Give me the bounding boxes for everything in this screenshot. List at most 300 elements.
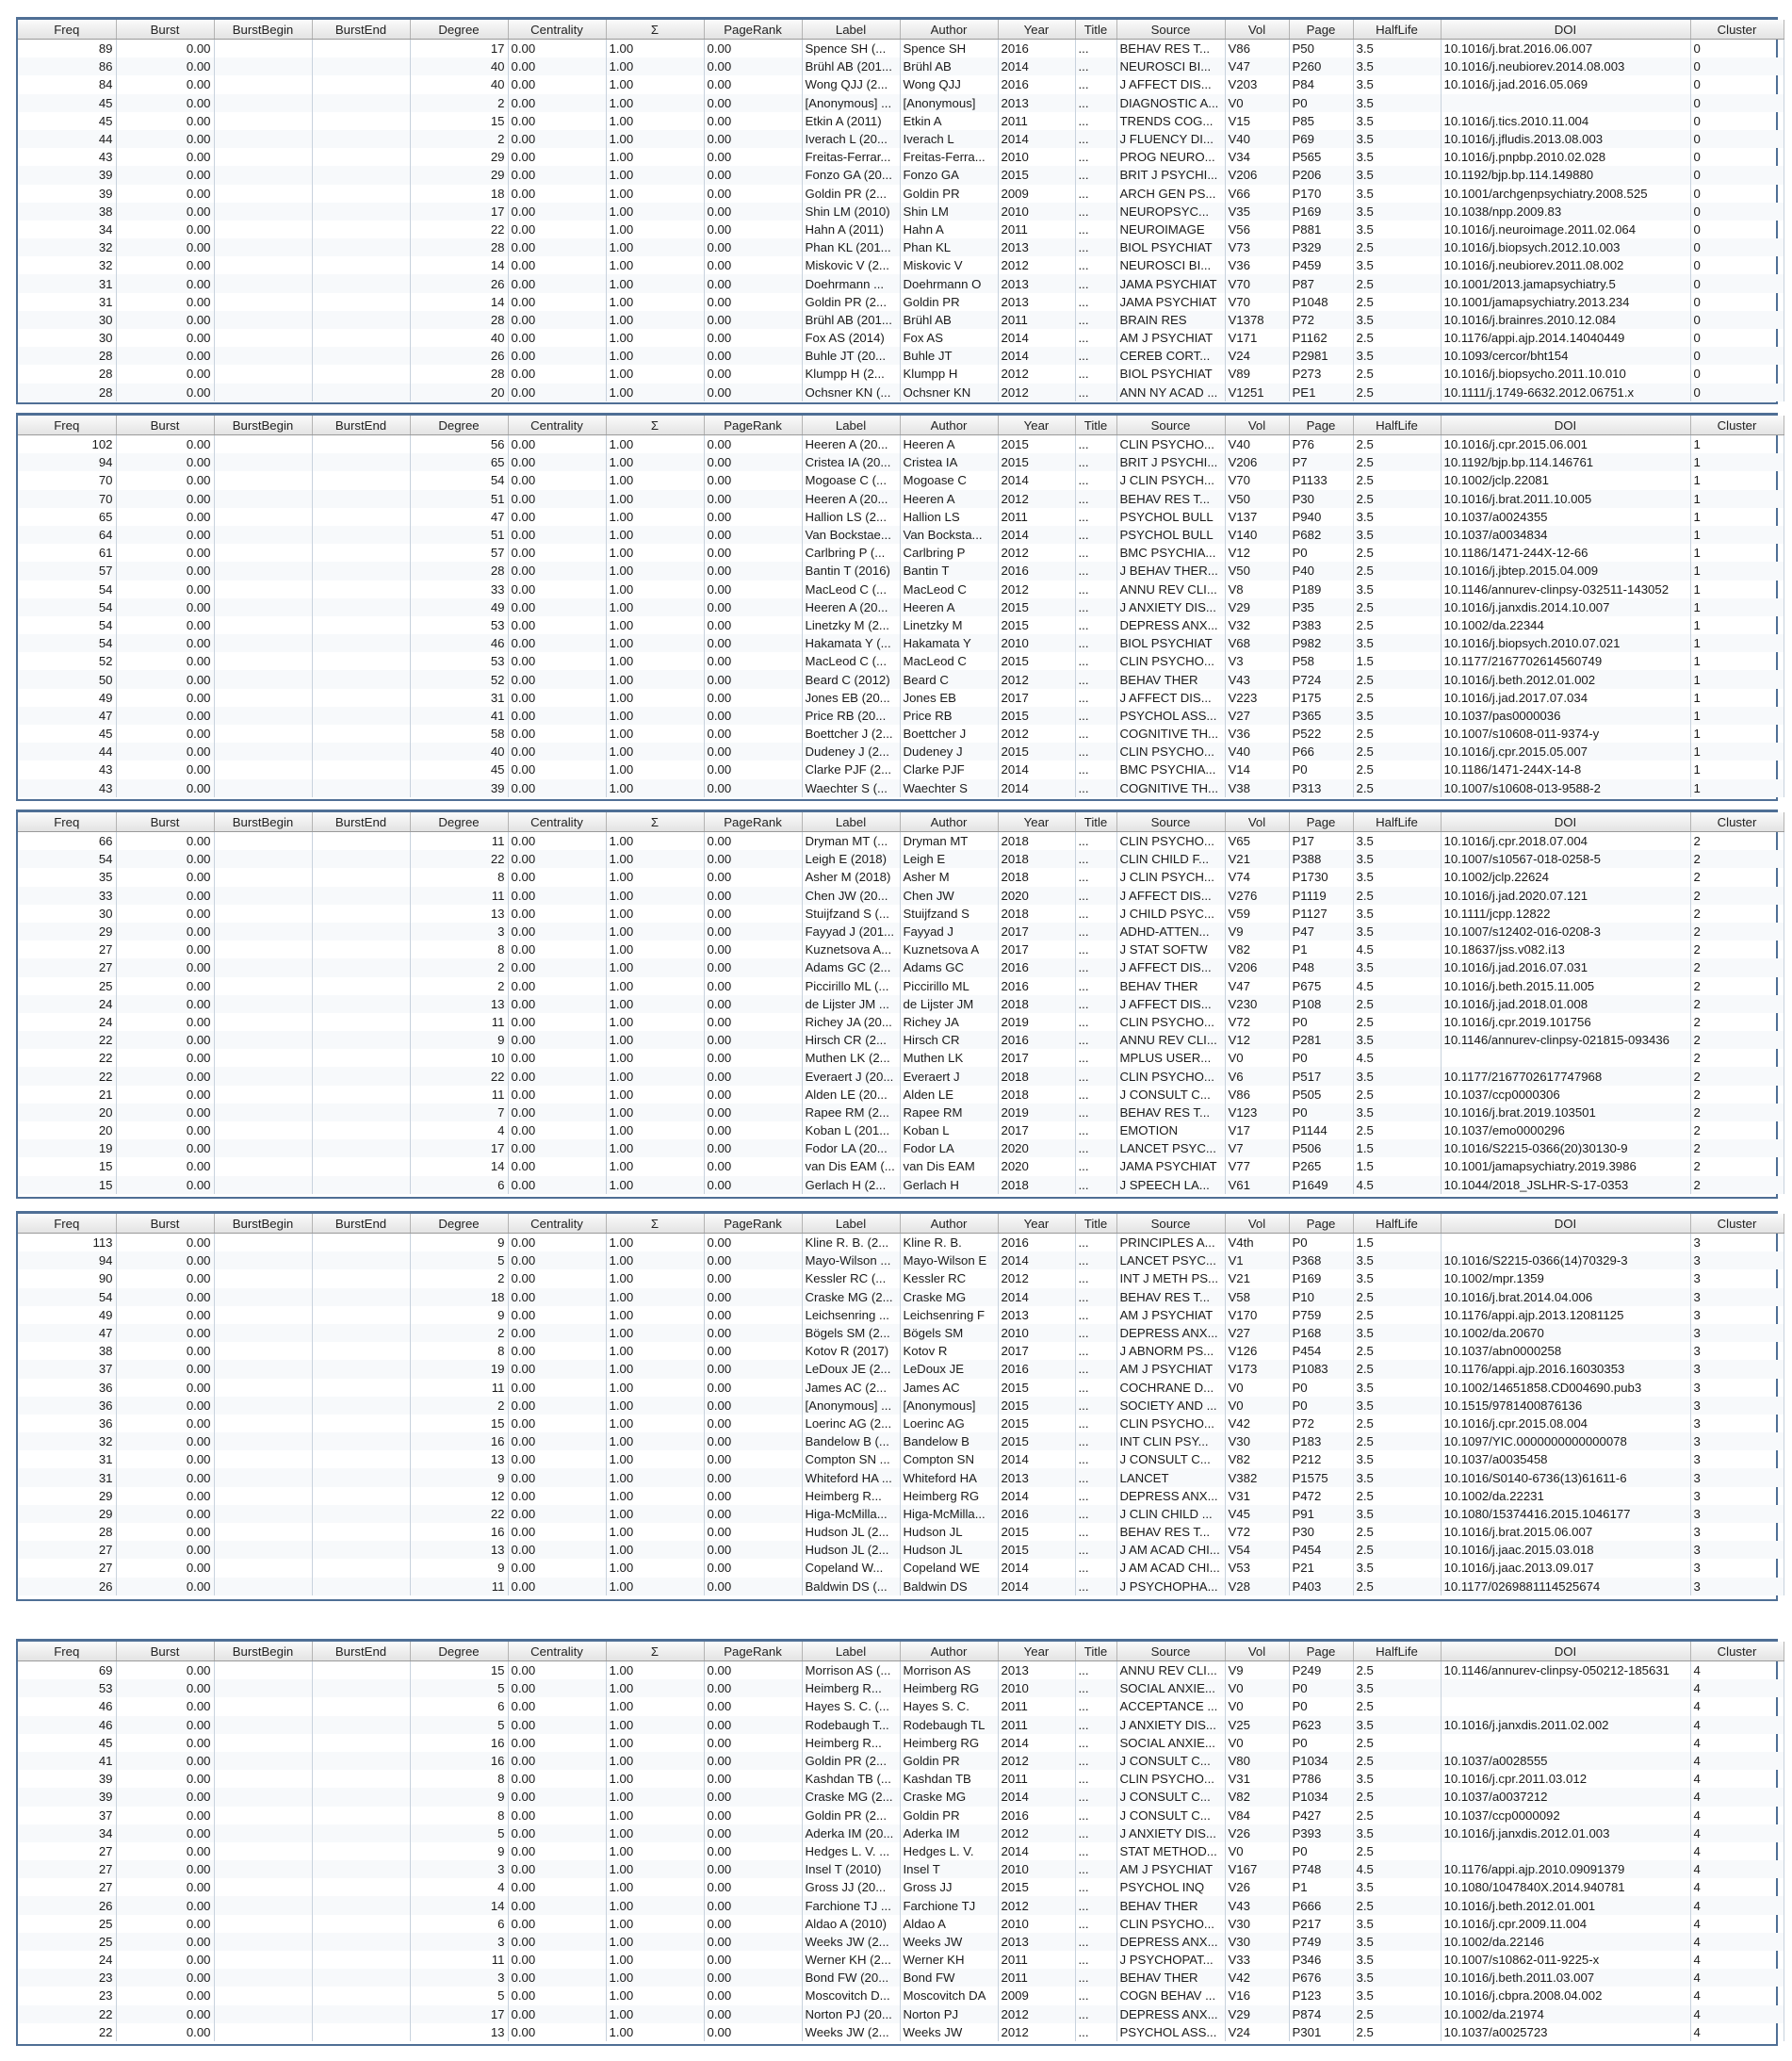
column-header-burst-end[interactable]: BurstEnd — [312, 20, 410, 40]
table-row[interactable] — [18, 1288, 1784, 1306]
table-row[interactable] — [18, 634, 1784, 652]
cell-half-life: 1.5 — [1353, 652, 1441, 670]
cell-burst: 0.00 — [116, 1807, 214, 1824]
table-row[interactable] — [18, 238, 1784, 256]
cell-half-life: 3.5 — [1353, 1987, 1441, 2004]
cell-page: P72 — [1289, 311, 1353, 329]
table-row[interactable] — [18, 130, 1784, 148]
table-row[interactable] — [18, 707, 1784, 725]
cell-year: 2015 — [998, 743, 1075, 761]
table-row[interactable] — [18, 598, 1784, 616]
cell-title: ... — [1075, 94, 1116, 112]
cell-burst-end — [312, 1013, 410, 1031]
table-row[interactable] — [18, 1269, 1784, 1287]
cell-sigma: 1.00 — [606, 1379, 704, 1397]
table-row[interactable] — [18, 850, 1784, 868]
cell-burst-end — [312, 471, 410, 489]
column-header-centrality[interactable]: Centrality — [508, 812, 606, 832]
table-row[interactable] — [18, 1086, 1784, 1104]
table-row[interactable] — [18, 1049, 1784, 1067]
table-row[interactable] — [18, 1878, 1784, 1896]
column-header-burst-begin[interactable]: BurstBegin — [214, 416, 312, 435]
column-header-doi[interactable]: DOI — [1441, 1642, 1690, 1661]
column-header-source[interactable]: Source — [1116, 1642, 1225, 1661]
table-row[interactable] — [18, 1896, 1784, 1914]
cell-freq: 31 — [18, 274, 116, 292]
table-row[interactable] — [18, 508, 1784, 526]
cell-vol: V12 — [1225, 544, 1289, 562]
cell-cluster: 3 — [1690, 1578, 1784, 1595]
table-row[interactable] — [18, 616, 1784, 634]
cell-label: Weeks JW (2... — [802, 2023, 900, 2041]
cell-freq: 27 — [18, 1541, 116, 1559]
cell-source: BEHAV RES T... — [1116, 490, 1225, 508]
column-header-burst-end[interactable]: BurstEnd — [312, 416, 410, 435]
column-header-source[interactable]: Source — [1116, 20, 1225, 40]
column-header-burst-begin[interactable]: BurstBegin — [214, 20, 312, 40]
column-header-pagerank[interactable]: PageRank — [704, 812, 802, 832]
cell-burst-end — [312, 203, 410, 221]
table-row[interactable] — [18, 905, 1784, 923]
table-row[interactable] — [18, 1379, 1784, 1397]
cell-centrality: 0.00 — [508, 868, 606, 886]
table-row[interactable] — [18, 1432, 1784, 1450]
column-header-half-life[interactable]: HalfLife — [1353, 812, 1441, 832]
column-header-burst[interactable]: Burst — [116, 812, 214, 832]
cell-sigma: 1.00 — [606, 1860, 704, 1878]
column-header-author[interactable]: Author — [900, 812, 998, 832]
table-row[interactable] — [18, 112, 1784, 130]
table-row[interactable] — [18, 725, 1784, 743]
cell-label: Wong QJJ (2... — [802, 75, 900, 93]
table-row[interactable] — [18, 868, 1784, 886]
table-row[interactable] — [18, 256, 1784, 274]
table-row[interactable] — [18, 185, 1784, 203]
column-header-doi[interactable]: DOI — [1441, 416, 1690, 435]
cell-freq: 90 — [18, 1269, 116, 1287]
cell-page: P168 — [1289, 1324, 1353, 1342]
table-row[interactable] — [18, 1450, 1784, 1468]
column-header-half-life[interactable]: HalfLife — [1353, 20, 1441, 40]
table-row[interactable] — [18, 1860, 1784, 1878]
cell-doi: 10.1146/annurev-clinpsy-021815-093436 — [1441, 1031, 1690, 1049]
cell-title: ... — [1075, 1896, 1116, 1914]
column-header-burst-begin[interactable]: BurstBegin — [214, 1214, 312, 1234]
column-header-label[interactable]: Label — [802, 416, 900, 435]
column-header-vol[interactable]: Vol — [1225, 416, 1289, 435]
column-header-year[interactable]: Year — [998, 812, 1075, 832]
column-header-burst[interactable]: Burst — [116, 1642, 214, 1661]
column-header-degree[interactable]: Degree — [410, 20, 508, 40]
table-row[interactable] — [18, 977, 1784, 995]
table-row[interactable] — [18, 293, 1784, 311]
cell-label: Insel T (2010) — [802, 1860, 900, 1878]
column-header-author[interactable]: Author — [900, 20, 998, 40]
column-header-source[interactable]: Source — [1116, 812, 1225, 832]
table-row[interactable] — [18, 526, 1784, 544]
table-row[interactable] — [18, 887, 1784, 905]
table-row[interactable] — [18, 1523, 1784, 1541]
column-header-burst[interactable]: Burst — [116, 20, 214, 40]
cell-centrality: 0.00 — [508, 238, 606, 256]
column-header-page[interactable]: Page — [1289, 812, 1353, 832]
column-header-source[interactable]: Source — [1116, 416, 1225, 435]
cell-title: ... — [1075, 1915, 1116, 1933]
cell-centrality: 0.00 — [508, 1176, 606, 1194]
cell-half-life: 2.5 — [1353, 1734, 1441, 1752]
table-row[interactable] — [18, 365, 1784, 383]
table-row[interactable] — [18, 562, 1784, 580]
table-row[interactable] — [18, 1679, 1784, 1697]
column-header-author[interactable]: Author — [900, 416, 998, 435]
cell-year: 2017 — [998, 689, 1075, 707]
column-header-pagerank[interactable]: PageRank — [704, 1214, 802, 1234]
column-header-cluster[interactable]: Cluster — [1690, 20, 1784, 40]
column-header-freq[interactable]: Freq — [18, 1214, 116, 1234]
column-header-pagerank[interactable]: PageRank — [704, 20, 802, 40]
cell-vol: V40 — [1225, 435, 1289, 454]
table-row[interactable] — [18, 1770, 1784, 1788]
column-header-sigma[interactable]: Σ — [606, 416, 704, 435]
cell-doi: 10.1007/s10567-018-0258-5 — [1441, 850, 1690, 868]
cell-year: 2012 — [998, 1269, 1075, 1287]
column-header-cluster[interactable]: Cluster — [1690, 1642, 1784, 1661]
cell-author: Craske MG — [900, 1788, 998, 1806]
cell-centrality: 0.00 — [508, 347, 606, 365]
column-header-label[interactable]: Label — [802, 20, 900, 40]
table-row[interactable] — [18, 689, 1784, 707]
column-header-title[interactable]: Title — [1075, 20, 1116, 40]
table-row[interactable] — [18, 1013, 1784, 1031]
table-row[interactable] — [18, 1578, 1784, 1595]
column-header-half-life[interactable]: HalfLife — [1353, 416, 1441, 435]
cell-source: MPLUS USER... — [1116, 1049, 1225, 1067]
column-header-freq[interactable]: Freq — [18, 1642, 116, 1661]
table-row[interactable] — [18, 1067, 1784, 1085]
cell-burst: 0.00 — [116, 689, 214, 707]
cell-burst: 0.00 — [116, 1734, 214, 1752]
table-row[interactable] — [18, 1987, 1784, 2004]
table-row[interactable] — [18, 1176, 1784, 1194]
cell-burst-begin — [214, 670, 312, 688]
column-header-burst[interactable]: Burst — [116, 1214, 214, 1234]
cell-doi: 10.1016/j.janxdis.2014.10.007 — [1441, 598, 1690, 616]
cell-sigma: 1.00 — [606, 977, 704, 995]
column-header-half-life[interactable]: HalfLife — [1353, 1214, 1441, 1234]
cell-cluster: 1 — [1690, 544, 1784, 562]
cell-source: BRAIN RES — [1116, 311, 1225, 329]
table-row[interactable] — [18, 384, 1784, 401]
cell-source: BEHAV RES T... — [1116, 1288, 1225, 1306]
column-header-burst-begin[interactable]: BurstBegin — [214, 812, 312, 832]
table-row[interactable] — [18, 453, 1784, 471]
table-row[interactable] — [18, 1139, 1784, 1157]
column-header-year[interactable]: Year — [998, 1214, 1075, 1234]
table-row[interactable] — [18, 1360, 1784, 1378]
table-row[interactable] — [18, 581, 1784, 598]
column-header-freq[interactable]: Freq — [18, 416, 116, 435]
cell-degree: 17 — [410, 203, 508, 221]
cell-label: Farchione TJ ... — [802, 1896, 900, 1914]
column-header-vol[interactable]: Vol — [1225, 20, 1289, 40]
column-header-vol[interactable]: Vol — [1225, 1642, 1289, 1661]
column-header-sigma[interactable]: Σ — [606, 812, 704, 832]
cell-label: Van Bockstae... — [802, 526, 900, 544]
table-row[interactable] — [18, 1468, 1784, 1486]
cell-vol: V4th — [1225, 1234, 1289, 1252]
cell-source: JAMA PSYCHIAT — [1116, 293, 1225, 311]
cell-degree: 10 — [410, 1049, 508, 1067]
column-header-pagerank[interactable]: PageRank — [704, 416, 802, 435]
table-row[interactable] — [18, 1415, 1784, 1432]
table-row[interactable] — [18, 1121, 1784, 1139]
column-header-cluster[interactable]: Cluster — [1690, 1214, 1784, 1234]
cell-sigma: 1.00 — [606, 1770, 704, 1788]
column-header-cluster[interactable]: Cluster — [1690, 416, 1784, 435]
cell-burst-end — [312, 40, 410, 58]
column-header-label[interactable]: Label — [802, 812, 900, 832]
column-header-freq[interactable]: Freq — [18, 812, 116, 832]
table-row[interactable] — [18, 1697, 1784, 1715]
column-header-author[interactable]: Author — [900, 1214, 998, 1234]
table-row[interactable] — [18, 1559, 1784, 1577]
cell-pagerank: 0.00 — [704, 1251, 802, 1269]
column-header-author[interactable]: Author — [900, 1642, 998, 1661]
cell-freq: 54 — [18, 634, 116, 652]
cell-burst-begin — [214, 779, 312, 797]
column-header-centrality[interactable]: Centrality — [508, 20, 606, 40]
table-row[interactable] — [18, 958, 1784, 976]
column-header-burst-end[interactable]: BurstEnd — [312, 1214, 410, 1234]
column-header-degree[interactable]: Degree — [410, 416, 508, 435]
column-header-centrality[interactable]: Centrality — [508, 1214, 606, 1234]
cell-half-life: 3.5 — [1353, 1716, 1441, 1734]
column-header-centrality[interactable]: Centrality — [508, 416, 606, 435]
column-header-page[interactable]: Page — [1289, 20, 1353, 40]
column-header-doi[interactable]: DOI — [1441, 20, 1690, 40]
table-panel-cluster-0 — [16, 17, 1778, 404]
table-row[interactable] — [18, 40, 1784, 58]
cell-freq: 47 — [18, 707, 116, 725]
cell-burst-end — [312, 1031, 410, 1049]
table-row[interactable] — [18, 435, 1784, 454]
column-header-source[interactable]: Source — [1116, 1214, 1225, 1234]
cell-page: P87 — [1289, 274, 1353, 292]
cell-degree: 14 — [410, 1157, 508, 1175]
table-row[interactable] — [18, 923, 1784, 941]
cell-vol: V30 — [1225, 1915, 1289, 1933]
table-row[interactable] — [18, 1969, 1784, 1987]
table-row[interactable] — [18, 1915, 1784, 1933]
cell-title: ... — [1075, 1067, 1116, 1085]
cell-half-life: 2.5 — [1353, 1013, 1441, 1031]
column-header-label[interactable]: Label — [802, 1642, 900, 1661]
table-row[interactable] — [18, 148, 1784, 166]
column-header-label[interactable]: Label — [802, 1214, 900, 1234]
table-row[interactable] — [18, 57, 1784, 75]
cell-source: J BEHAV THER... — [1116, 562, 1225, 580]
column-header-page[interactable]: Page — [1289, 416, 1353, 435]
table-row[interactable] — [18, 832, 1784, 851]
table-row[interactable] — [18, 941, 1784, 958]
column-header-sigma[interactable]: Σ — [606, 1214, 704, 1234]
column-header-vol[interactable]: Vol — [1225, 812, 1289, 832]
column-header-title[interactable]: Title — [1075, 1214, 1116, 1234]
table-row[interactable] — [18, 75, 1784, 93]
column-header-burst-begin[interactable]: BurstBegin — [214, 1642, 312, 1661]
cell-degree: 16 — [410, 1752, 508, 1770]
table-row[interactable] — [18, 166, 1784, 184]
cell-degree: 11 — [410, 1951, 508, 1969]
column-header-vol[interactable]: Vol — [1225, 1214, 1289, 1234]
cell-title: ... — [1075, 221, 1116, 238]
table-row[interactable] — [18, 2023, 1784, 2041]
cell-sigma: 1.00 — [606, 1505, 704, 1523]
cell-label: Freitas-Ferrar... — [802, 148, 900, 166]
column-header-title[interactable]: Title — [1075, 416, 1116, 435]
column-header-year[interactable]: Year — [998, 416, 1075, 435]
cell-year: 2012 — [998, 670, 1075, 688]
column-header-year[interactable]: Year — [998, 20, 1075, 40]
table-row[interactable] — [18, 274, 1784, 292]
cell-burst: 0.00 — [116, 166, 214, 184]
table-row[interactable] — [18, 1951, 1784, 1969]
column-header-sigma[interactable]: Σ — [606, 1642, 704, 1661]
column-header-burst[interactable]: Burst — [116, 416, 214, 435]
table-row[interactable] — [18, 2005, 1784, 2023]
cell-burst: 0.00 — [116, 365, 214, 383]
cell-author: Carlbring P — [900, 544, 998, 562]
table-row[interactable] — [18, 1306, 1784, 1324]
table-row[interactable] — [18, 329, 1784, 347]
column-header-cluster[interactable]: Cluster — [1690, 812, 1784, 832]
cell-degree: 22 — [410, 221, 508, 238]
cell-title: ... — [1075, 1415, 1116, 1432]
cell-author: Adams GC — [900, 958, 998, 976]
cell-page: P666 — [1289, 1896, 1353, 1914]
cell-year: 2012 — [998, 1752, 1075, 1770]
cell-burst-end — [312, 905, 410, 923]
cell-label: Leigh E (2018) — [802, 850, 900, 868]
column-header-title[interactable]: Title — [1075, 1642, 1116, 1661]
table-row[interactable] — [18, 1487, 1784, 1505]
table-row[interactable] — [18, 1541, 1784, 1559]
column-header-burst-end[interactable]: BurstEnd — [312, 1642, 410, 1661]
cell-cluster: 4 — [1690, 1679, 1784, 1697]
table-row[interactable] — [18, 1104, 1784, 1121]
table-row[interactable] — [18, 761, 1784, 778]
table-row[interactable] — [18, 203, 1784, 221]
table-row[interactable] — [18, 779, 1784, 797]
cell-burst-begin — [214, 905, 312, 923]
table-row[interactable] — [18, 1842, 1784, 1860]
table-row[interactable] — [18, 670, 1784, 688]
table-row[interactable] — [18, 1251, 1784, 1269]
cell-half-life: 3.5 — [1353, 185, 1441, 203]
cell-label: Klumpp H (2... — [802, 365, 900, 383]
table-row[interactable] — [18, 1342, 1784, 1360]
table-row[interactable] — [18, 1716, 1784, 1734]
table-row[interactable] — [18, 221, 1784, 238]
cell-burst-begin — [214, 329, 312, 347]
column-header-burst-end[interactable]: BurstEnd — [312, 812, 410, 832]
table-row[interactable] — [18, 471, 1784, 489]
table-row[interactable] — [18, 1505, 1784, 1523]
cell-half-life: 3.5 — [1353, 221, 1441, 238]
column-header-doi[interactable]: DOI — [1441, 812, 1690, 832]
cell-burst-end — [312, 384, 410, 401]
column-header-sigma[interactable]: Σ — [606, 20, 704, 40]
table-row[interactable] — [18, 1824, 1784, 1842]
table-row[interactable] — [18, 347, 1784, 365]
cell-author: Insel T — [900, 1860, 998, 1878]
table-row[interactable] — [18, 311, 1784, 329]
cell-burst-begin — [214, 1306, 312, 1324]
column-header-centrality[interactable]: Centrality — [508, 1642, 606, 1661]
table-row[interactable] — [18, 544, 1784, 562]
table-row[interactable] — [18, 1157, 1784, 1175]
table-row[interactable] — [18, 1788, 1784, 1806]
cell-half-life: 3.5 — [1353, 1915, 1441, 1933]
table-row[interactable] — [18, 652, 1784, 670]
cell-centrality: 0.00 — [508, 761, 606, 778]
cell-pagerank: 0.00 — [704, 508, 802, 526]
table-row[interactable] — [18, 743, 1784, 761]
cell-cluster: 0 — [1690, 185, 1784, 203]
cell-doi: 10.1037/a0037212 — [1441, 1788, 1690, 1806]
column-header-degree[interactable]: Degree — [410, 812, 508, 832]
cell-page: P748 — [1289, 1860, 1353, 1878]
table-row[interactable] — [18, 1397, 1784, 1415]
table-row[interactable] — [18, 1234, 1784, 1252]
table-row[interactable] — [18, 490, 1784, 508]
column-header-page[interactable]: Page — [1289, 1642, 1353, 1661]
cell-burst-begin — [214, 689, 312, 707]
cell-year: 2014 — [998, 1487, 1075, 1505]
cell-degree: 29 — [410, 166, 508, 184]
table-row[interactable] — [18, 1807, 1784, 1824]
column-header-year[interactable]: Year — [998, 1642, 1075, 1661]
cell-burst-begin — [214, 490, 312, 508]
cell-half-life: 3.5 — [1353, 256, 1441, 274]
column-header-freq[interactable]: Freq — [18, 20, 116, 40]
table-row[interactable] — [18, 1031, 1784, 1049]
cell-source: SOCIAL ANXIE... — [1116, 1679, 1225, 1697]
table-row[interactable] — [18, 995, 1784, 1013]
column-header-page[interactable]: Page — [1289, 1214, 1353, 1234]
column-header-half-life[interactable]: HalfLife — [1353, 1642, 1441, 1661]
column-header-pagerank[interactable]: PageRank — [704, 1642, 802, 1661]
table-row[interactable] — [18, 1752, 1784, 1770]
table-row[interactable] — [18, 1324, 1784, 1342]
cell-half-life: 2.5 — [1353, 329, 1441, 347]
cell-doi: 10.1111/jcpp.12822 — [1441, 905, 1690, 923]
cell-freq: 30 — [18, 905, 116, 923]
column-header-degree[interactable]: Degree — [410, 1214, 508, 1234]
cell-doi: 10.1037/a0028555 — [1441, 1752, 1690, 1770]
column-header-title[interactable]: Title — [1075, 812, 1116, 832]
table-row[interactable] — [18, 94, 1784, 112]
column-header-doi[interactable]: DOI — [1441, 1214, 1690, 1234]
table-row[interactable] — [18, 1661, 1784, 1680]
cell-sigma: 1.00 — [606, 1987, 704, 2004]
cell-cluster: 3 — [1690, 1269, 1784, 1287]
cell-cluster: 4 — [1690, 1770, 1784, 1788]
column-header-degree[interactable]: Degree — [410, 1642, 508, 1661]
table-row[interactable] — [18, 1734, 1784, 1752]
cell-page: P21 — [1289, 1559, 1353, 1577]
table-row[interactable] — [18, 1933, 1784, 1951]
